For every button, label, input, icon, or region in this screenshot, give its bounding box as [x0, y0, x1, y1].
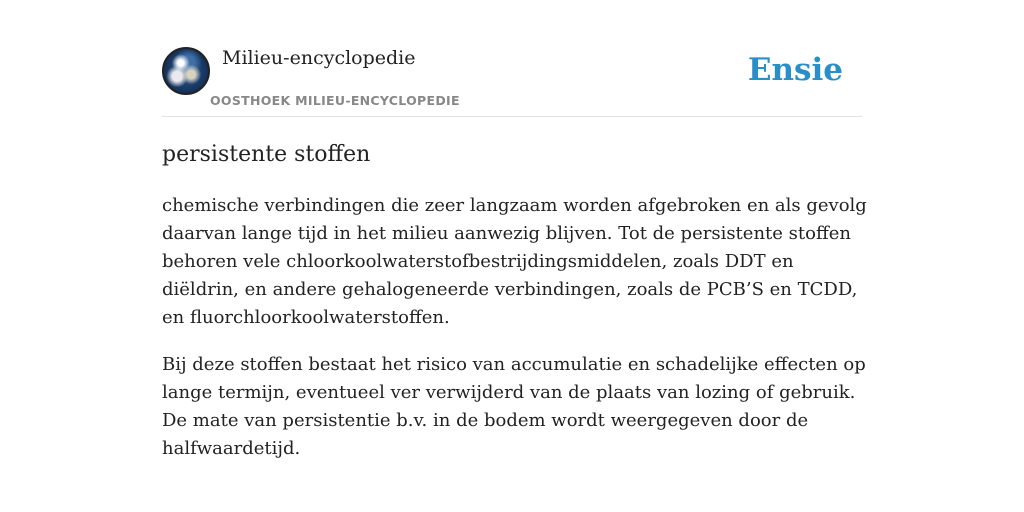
definition-paragraph: chemische verbindingen die zeer langzaam worden afgebroken en als gevolg daarvan lange tijd in het milieu aanwezig blijven. Tot de persistente stoffen behoren vele chloorkoolwaterstofbestrijdingsmiddelen, zoals DDT en diëldrin, en andere gehalogeneerde verbindingen, zoals de PCB’S en TCDD, en fluorchloorkoolwaterstoffen. [162, 195, 867, 328]
page-title: persistente stoffen [162, 142, 371, 167]
earth-globe-icon[interactable] [162, 47, 210, 95]
site-subtitle: OOSTHOEK MILIEU-ENCYCLOPEDIE [210, 93, 460, 108]
header [162, 0, 862, 117]
definition-body [162, 192, 872, 482]
site-name[interactable]: Milieu-encyclopedie [222, 47, 416, 69]
brand-logo[interactable]: Ensie [747, 52, 843, 88]
definition-paragraph: Bij deze stoffen bestaat het risico van accumulatie en schadelijke effecten op lange termijn, eventueel ver verwijderd van de plaats van lozing of gebruik. De mate van persistentie b.v. in de bodem wordt weergegeven door de halfwaardetijd. [162, 354, 866, 459]
